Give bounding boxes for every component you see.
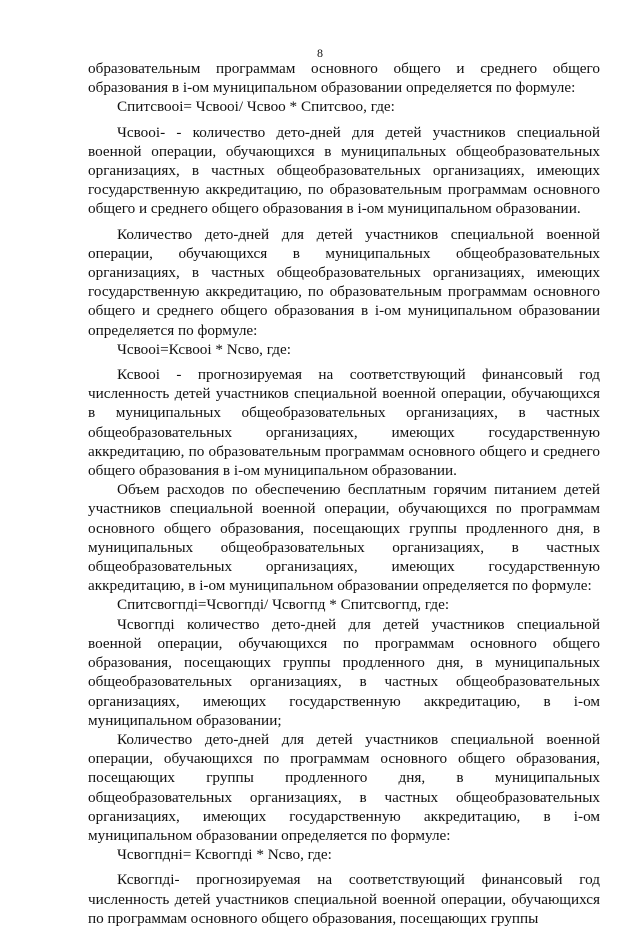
- formula-ch-svogpdni: Чсвогпдні= Ксвогпді * Nсво, где:: [117, 846, 332, 864]
- paragraph-continuation: образовательным программам основного общего и среднего общего образования в i-ом муниципальном образовании определяется по формуле:: [88, 60, 600, 97]
- formula-spit-svooi: Спитсвооі= Чсвооі/ Чсвоо * Спитсвоо, где:: [117, 98, 395, 116]
- paragraph-child-days-gpd: Количество дето-дней для детей участников специальной военной операции, обучающихся по программам основного общего образования, посещающих группы продленного дня, в муниципальных общеобразовательных организациях, в частных общеобразовательных организациях, имеющих государственную аккредитацию, в i-ом муниципальном образовании определяется по формуле:: [88, 730, 600, 844]
- definition-k-svooi: Ксвооі - прогнозируемая на соответствующий финансовый год численность детей участников специальной военной операции, обучающихся в муниципальных общеобразовательных организациях, в частных общеобразовательных организациях, имеющих государственную аккредитацию, по образовательным программам основного общего и среднего общего образования в i-ом муниципальном образовании.: [88, 366, 600, 480]
- formula-ch-svooi: Чсвооі=Ксвооі * Nсво, где:: [117, 340, 291, 358]
- definition-k-svogpdi: Ксвогпді- прогнозируемая на соответствующий финансовый год численность детей участников специальной военной операции, обучающихся по программам основного общего образования, посещающих группы: [88, 871, 600, 927]
- paragraph-expense-volume: Объем расходов по обеспечению бесплатным горячим питанием детей участников специальной военной операции, обучающихся по программам основного общего образования, посещающих группы продленного дня, в муниципальных общеобразовательных организациях, в частных общеобразовательных организациях, имеющих государственную аккредитацию, в i-ом муниципальном образовании определяется по формуле:: [88, 481, 600, 595]
- formula-spit-svogpdi: Спитсвогпді=Чсвогпді/ Чсвогпд * Спитсвогпд, где:: [117, 596, 450, 614]
- definition-ch-svooi: Чсвооі- - количество дето-дней для детей участников специальной военной операции, обучающихся в муниципальных общеобразовательных организациях, в частных общеобразовательных организациях, имеющих государственную аккредитацию, по образовательным программам основного общего и среднего общего образования в i-ом муниципальном образовании.: [88, 123, 600, 218]
- page-number: 8: [317, 46, 323, 60]
- document-body: [88, 59, 600, 928]
- paragraph-child-days-count: Количество дето-дней для детей участников специальной военной операции, обучающихся в муниципальных общеобразовательных организациях, в частных общеобразовательных организациях, имеющих государственную аккредитацию, по образовательным программам основного общего и среднего общего образования в i-ом муниципальном образовании определяется по формуле:: [88, 225, 600, 339]
- definition-ch-svogpdi: Чсвогпді количество дето-дней для детей участников специальной военной операции, обучающихся по программам основного общего образования, посещающих группы продленного дня, в муниципальных общеобразовательных организациях, в частных общеобразовательных организациях, имеющих государственную аккредитацию, в i-ом муниципальном образовании;: [88, 615, 600, 729]
